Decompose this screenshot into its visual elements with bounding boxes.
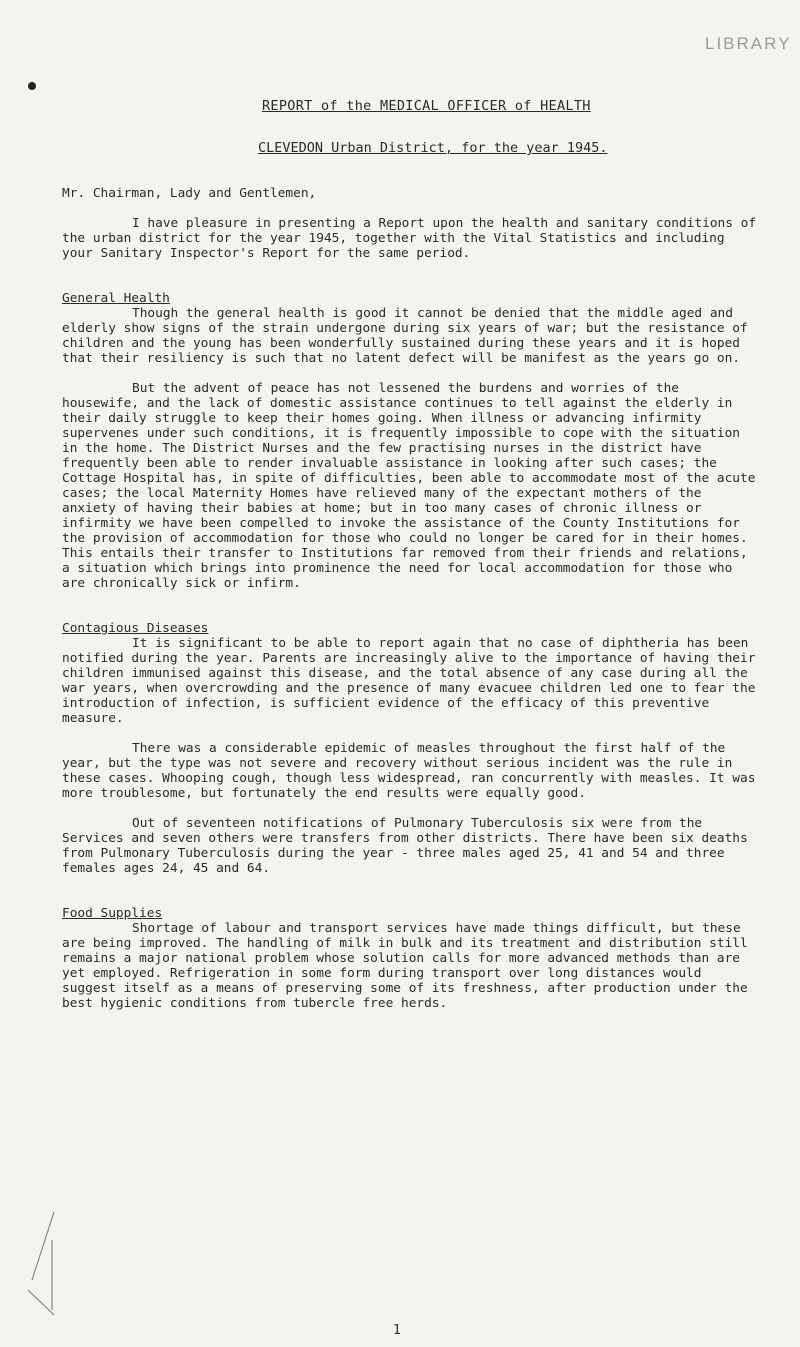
- intro-paragraph: I have pleasure in presenting a Report upon the health and sanitary conditions of the urban district for the year 1945, together with the Vital Statistics and including your Sanitary Inspector's Report for the same period.: [62, 216, 757, 261]
- report-body: [62, 186, 762, 1011]
- ink-blot: [28, 82, 36, 90]
- paragraph: Shortage of labour and transport services have made things difficult, but these are being improved. The handling of milk in bulk and its treatment and distribution still remains a major national problem whose solution calls for more advanced methods than are yet employed. Refrigeration in some form during transport over long distances would suggest itself as a means of preserving some of its freshness, after production under the best hygienic conditions from tubercle free herds.: [62, 921, 748, 1011]
- pencil-cross-mark: [26, 1210, 56, 1320]
- section-heading: General Health: [62, 291, 170, 306]
- section-heading: Food Supplies: [62, 906, 163, 921]
- report-subtitle: CLEVEDON Urban District, for the year 1945.: [258, 140, 608, 156]
- salutation: Mr. Chairman, Lady and Gentlemen,: [62, 186, 317, 201]
- section-food-supplies: [62, 906, 762, 1011]
- paragraph: Out of seventeen notifications of Pulmonary Tuberculosis six were from the Services and seven others were transfers from other districts. There have been six deaths from Pulmonary Tuberculosis during the year - three males aged 25, 41 and 54 and three females ages 24, 45 and 64.: [62, 816, 748, 876]
- paragraph: There was a considerable epidemic of measles throughout the first half of the year, but the type was not severe and recovery without serious incident was the rule in these cases. Whooping cough, though less widespread, ran concurrently with measles. It was more troublesome, but fortunately the end results were equally good.: [62, 741, 756, 801]
- section-heading: Contagious Diseases: [62, 621, 209, 636]
- library-stamp: LIBRARY: [705, 34, 792, 53]
- paragraph: But the advent of peace has not lessened the burdens and worries of the housewife, and the lack of domestic assistance continues to tell against the elderly in their daily struggle to keep their homes going. When illness or advancing infirmity supervenes under such conditions, it is frequently impossible to cope with the situation in the home. The District Nurses and the few practising nurses in the district have frequently been able to render invaluable assistance in looking after such cases; the Cottage Hospital has, in spite of difficulties, been able to accommodate most of the acute cases; the local Maternity Homes have relieved many of the expectant mothers of the anxiety of having their babies at home; but in too many cases of chronic illness or infirmity we have been compelled to invoke the assistance of the County Institutions for the provision of accommodation for those who could no longer be cared for in their homes. This entails their transfer to Institutions far removed from their friends and relations, a situation which brings into prominence the need for local accommodation for those who are chronically sick or infirm.: [62, 381, 756, 591]
- section-general-health: [62, 291, 762, 591]
- paragraph: Though the general health is good it cannot be denied that the middle aged and elderly show signs of the strain undergone during six years of war; but the resistance of children and the young has been wonderfully sustained during these years and it is hoped that their resiliency is such that no latent defect will be manifest as the years go on.: [62, 306, 748, 366]
- report-title: REPORT of the MEDICAL OFFICER of HEALTH: [262, 98, 591, 114]
- section-contagious-diseases: [62, 621, 762, 876]
- page-number: 1: [393, 1323, 401, 1338]
- paragraph: It is significant to be able to report again that no case of diphtheria has been notified during the year. Parents are increasingly alive to the importance of having their children immunised against this disease, and the total absence of any case during all the war years, when overcrowding and the presence of many evacuee children led one to fear the introduction of infection, is sufficient evidence of the efficacy of this preventive measure.: [62, 636, 756, 726]
